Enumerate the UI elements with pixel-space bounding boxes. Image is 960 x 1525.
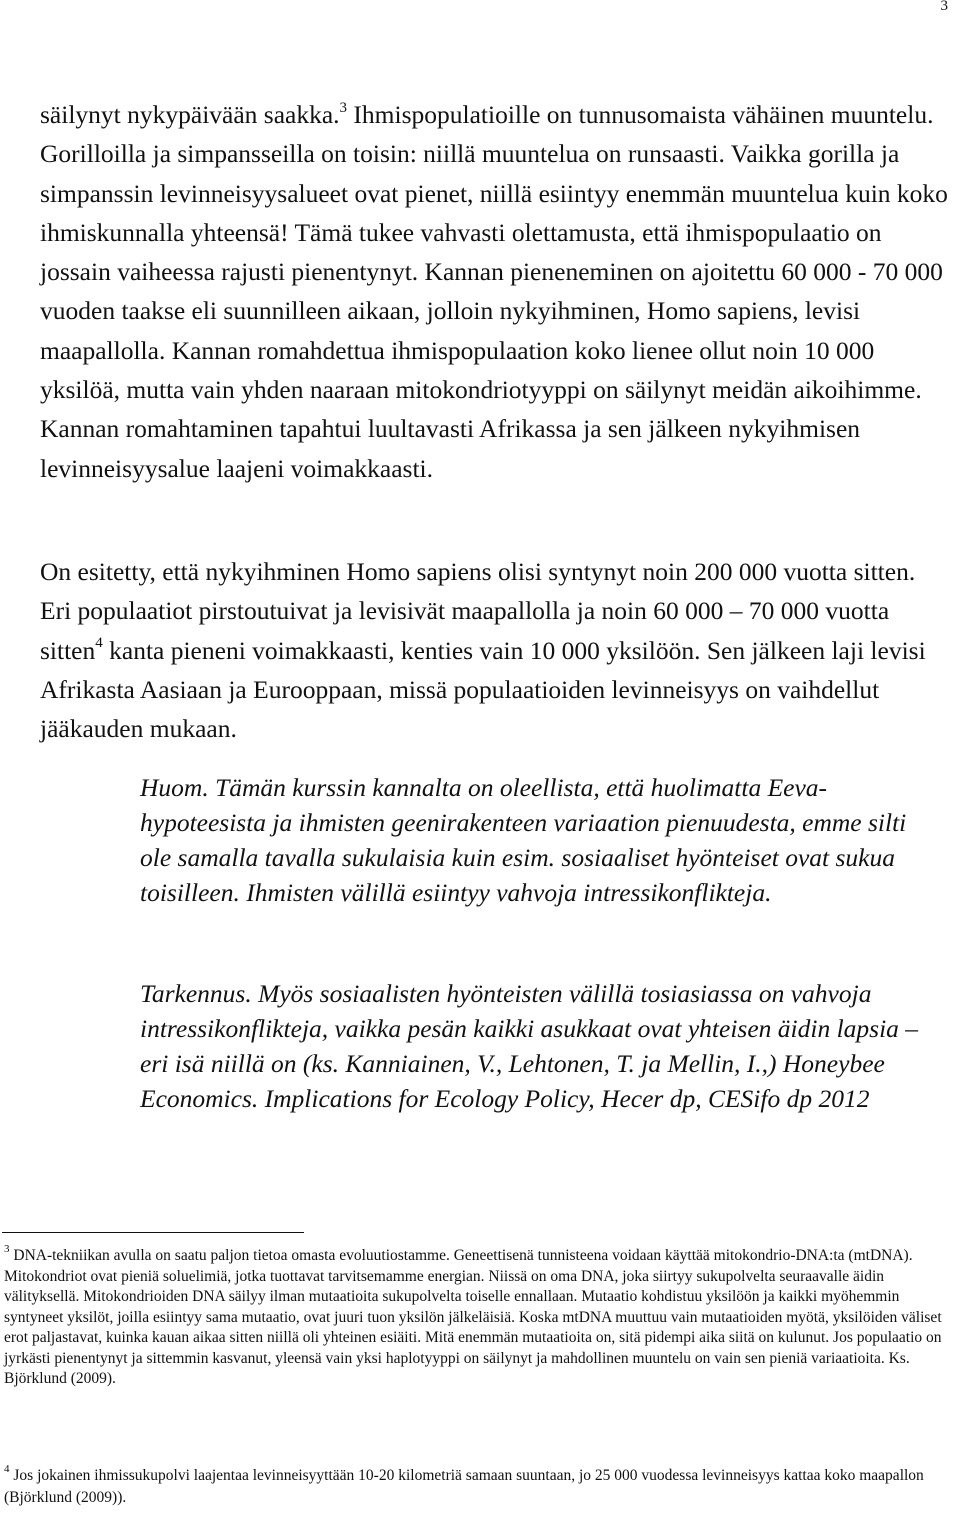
footnote-separator [2,1232,304,1233]
paragraph-1-start: säilynyt nykypäivään saakka. [40,100,340,129]
footnote-4 [4,1462,954,1509]
footnote-3-number: 3 [4,1242,10,1255]
footnote-4-text: Jos jokainen ihmissukupolvi laajentaa levinneisyyttään 10-20 kilometriä samaan suuntaan, jo 25 000 vuodessa levinneisyys kattaa koko maapallon (Björklund (2009)). [4,1467,924,1506]
paragraph-1-rest: Ihmispopulatioille on tunnusomaista vähäinen muuntelu. Gorilloilla ja simpansseilla on toisin: niillä muuntelua on runsaasti. Vaikka gorilla ja simpanssin levinneisyysalueet ovat pienet, niillä esiintyy enemmän muuntelua kuin koko ihmiskunnalla yhteensä! Tämä tukee vahvasti olettamusta, että ihmispopulaatio on jossain vaiheessa rajusti pienentynyt. Kannan pieneneminen on ajoitettu 60 000 - 70 000 vuoden taakse eli suunnilleen aikaan, jolloin nykyihminen, Homo sapiens, levisi maapallolla. Kannan romahdettua ihmispopulaation koko lienee ollut noin 10 000 yksilöä, mutta vain yhden naaraan mitokondriotyyppi on säilynyt meidän aikoihimme. Kannan romahtaminen tapahtui luultavasti Afrikassa ja sen jälkeen nykyihmisen levinneisyysalue laajeni voimakkaasti. [40,100,948,483]
note-tarkennus: Tarkennus. Myös sosiaalisten hyönteisten välillä tosiasiassa on vahvoja intressikonflikteja, vaikka pesän kaikki asukkaat ovat yhteisen äidin lapsia – eri isä niillä on (ks. Kanniainen, V., Lehtonen, T. ja Mellin, I.,) Honeybee Economics. Implications for Ecology Policy, Hecer dp, CESifo dp 2012 [140,979,919,1113]
paragraph-1 [40,95,952,488]
paragraph-2-rest: kanta pieneni voimakkaasti, kenties vain 10 000 yksilöön. Sen jälkeen laji levisi Afrikasta Aasiaan ja Eurooppaan, missä populaatioiden levinneisyys on vaihdellut jääkauden mukaan. [40,635,926,744]
paragraph-2-start: On esitetty, että nykyihminen Homo sapiens olisi syntynyt noin 200 000 vuotta sitten. Eri populaatiot pirstoutuivat ja levisivät maapallolla ja noin 60 000 – 70 000 vuotta sitten [40,557,916,665]
footnote-ref-4[interactable]: 4 [95,635,103,652]
footnote-3-text: DNA-tekniikan avulla on saatu paljon tietoa omasta evoluutiostamme. Geneettisenä tunnisteena voidaan käyttää mitokondrio-DNA:ta (mtDNA). Mitokondriot ovat pieniä soluelimiä, jotka tuottavat tarvitsemamme energian. Niissä on oma DNA, joka siirtyy sukupolvelta seuraavalle äidin välityksellä. Mitokondrioiden DNA säilyy ilman mutaatioita sukupolvelta toiselle ennallaan. Mutaatio kohdistuu yksilöön ja kaikki myöhemmin syntyneet yksilöt, joilla esiintyy sama mutaatio, ovat juuri tuon yksilön jälkeläisiä. Koska mtDNA muuttuu vain mutaatioiden myötä, yksilöiden väliset erot paljastavat, kuinka kauan aikaa sitten niillä oli yhteinen esiäiti. Mitä enemmän mutaatioita on, sitä pidempi aika siitä on kulunut. Jos populaatio on jyrkästi pienentynyt ja sittemmin kasvanut, yleensä vain yksi haplotyyppi on säilynyt ja mahdollinen muuntelu on vain sen pieniä variaatioita. Ks. Björklund (2009). [4,1247,942,1387]
page-number: 3 [940,0,948,14]
paragraph-2 [40,552,952,748]
footnote-ref-3[interactable]: 3 [339,99,348,116]
note-huom: Huom. Tämän kurssin kannalta on oleellista, että huolimatta Eeva-hypoteesista ja ihmisten geenirakenteen variaation pienuudesta, emme silti ole samalla tavalla sukulaisia kuin esim. sosiaaliset hyönteiset ovat sukua toisilleen. Ihmisten välillä esiintyy vahvoja intressikonflikteja. [140,773,907,907]
footnote-3 [4,1242,954,1390]
footnote-4-number: 4 [4,1462,10,1475]
